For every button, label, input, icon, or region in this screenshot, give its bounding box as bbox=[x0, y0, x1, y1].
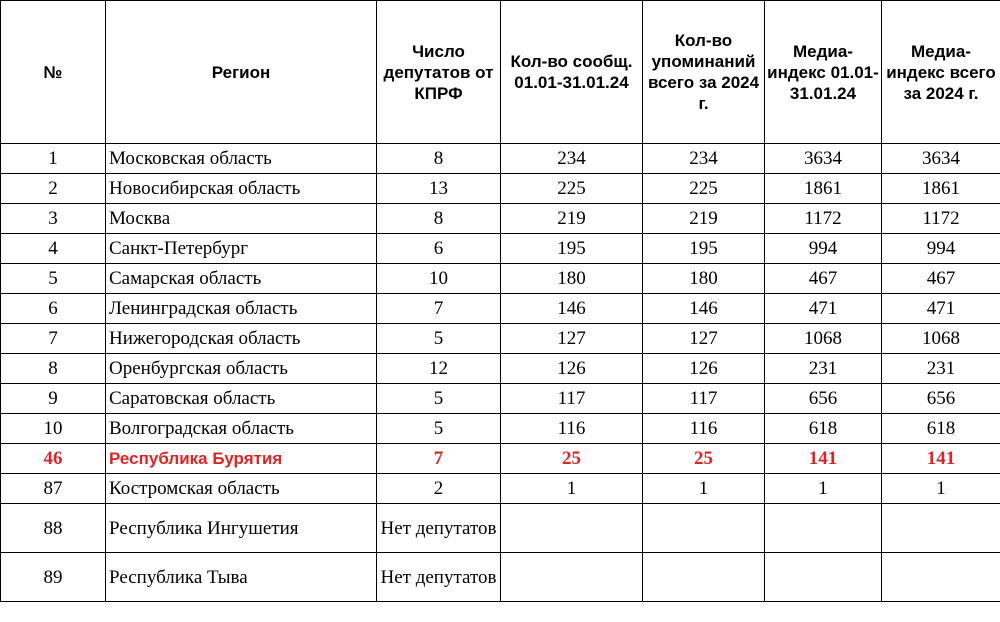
cell-messages: 219 bbox=[501, 204, 643, 234]
cell-deputies: 13 bbox=[377, 174, 501, 204]
cell-media-index-jan: 231 bbox=[765, 354, 882, 384]
cell-mentions: 180 bbox=[643, 264, 765, 294]
cell-mentions: 195 bbox=[643, 234, 765, 264]
cell-num: 6 bbox=[1, 294, 106, 324]
cell-media-index-year: 141 bbox=[882, 444, 1000, 474]
cell-deputies: 8 bbox=[377, 204, 501, 234]
table-row bbox=[1, 174, 1000, 204]
table-header-row bbox=[1, 1, 1000, 144]
cell-media-index-year: 1068 bbox=[882, 324, 1000, 354]
cell-region: Оренбургская область bbox=[106, 354, 377, 384]
header-media-index-2024: Медиа-индекс всего за 2024 г. bbox=[882, 1, 1000, 144]
cell-region: Нижегородская область bbox=[106, 324, 377, 354]
cell-mentions: 126 bbox=[643, 354, 765, 384]
cell-num: 2 bbox=[1, 174, 106, 204]
cell-deputies: Нет депутатов bbox=[377, 553, 501, 602]
table-row bbox=[1, 144, 1000, 174]
cell-messages: 117 bbox=[501, 384, 643, 414]
cell-region: Ленинградская область bbox=[106, 294, 377, 324]
table-row-highlighted bbox=[1, 444, 1000, 474]
cell-messages: 127 bbox=[501, 324, 643, 354]
cell-deputies: 12 bbox=[377, 354, 501, 384]
table-row bbox=[1, 294, 1000, 324]
cell-messages: 195 bbox=[501, 234, 643, 264]
cell-media-index-year: 994 bbox=[882, 234, 1000, 264]
cell-media-index-year: 1861 bbox=[882, 174, 1000, 204]
cell-num: 46 bbox=[1, 444, 106, 474]
cell-media-index-jan: 1172 bbox=[765, 204, 882, 234]
table-row bbox=[1, 414, 1000, 444]
header-media-index-jan: Медиа-индекс 01.01-31.01.24 bbox=[765, 1, 882, 144]
cell-messages: 1 bbox=[501, 474, 643, 504]
cell-messages: 25 bbox=[501, 444, 643, 474]
cell-deputies: 5 bbox=[377, 384, 501, 414]
cell-media-index-jan: 1068 bbox=[765, 324, 882, 354]
cell-media-index-jan: 141 bbox=[765, 444, 882, 474]
cell-messages bbox=[501, 553, 643, 602]
cell-media-index-jan: 3634 bbox=[765, 144, 882, 174]
cell-region: Москва bbox=[106, 204, 377, 234]
table-row bbox=[1, 324, 1000, 354]
cell-media-index-year: 231 bbox=[882, 354, 1000, 384]
cell-media-index-jan: 618 bbox=[765, 414, 882, 444]
cell-media-index-year: 1172 bbox=[882, 204, 1000, 234]
cell-media-index-jan: 656 bbox=[765, 384, 882, 414]
cell-num: 9 bbox=[1, 384, 106, 414]
table-row bbox=[1, 204, 1000, 234]
cell-deputies: 10 bbox=[377, 264, 501, 294]
cell-region: Московская область bbox=[106, 144, 377, 174]
cell-region: Республика Ингушетия bbox=[106, 504, 377, 553]
cell-mentions: 219 bbox=[643, 204, 765, 234]
cell-mentions: 234 bbox=[643, 144, 765, 174]
cell-num: 4 bbox=[1, 234, 106, 264]
cell-num: 10 bbox=[1, 414, 106, 444]
cell-media-index-jan bbox=[765, 504, 882, 553]
cell-deputies: 7 bbox=[377, 444, 501, 474]
cell-media-index-year: 1 bbox=[882, 474, 1000, 504]
cell-num: 3 bbox=[1, 204, 106, 234]
cell-region: Самарская область bbox=[106, 264, 377, 294]
cell-deputies: 5 bbox=[377, 414, 501, 444]
table-row bbox=[1, 354, 1000, 384]
cell-media-index-year: 3634 bbox=[882, 144, 1000, 174]
cell-deputies: 5 bbox=[377, 324, 501, 354]
cell-region: Саратовская область bbox=[106, 384, 377, 414]
cell-media-index-year: 467 bbox=[882, 264, 1000, 294]
header-mentions-2024: Кол-во упоминаний всего за 2024 г. bbox=[643, 1, 765, 144]
cell-num: 7 bbox=[1, 324, 106, 354]
cell-mentions: 127 bbox=[643, 324, 765, 354]
cell-num: 89 bbox=[1, 553, 106, 602]
cell-num: 1 bbox=[1, 144, 106, 174]
cell-media-index-jan: 1861 bbox=[765, 174, 882, 204]
cell-media-index-year bbox=[882, 553, 1000, 602]
cell-region: Санкт-Петербург bbox=[106, 234, 377, 264]
cell-region: Костромская область bbox=[106, 474, 377, 504]
cell-media-index-year: 618 bbox=[882, 414, 1000, 444]
cell-num: 8 bbox=[1, 354, 106, 384]
cell-messages bbox=[501, 504, 643, 553]
cell-mentions: 25 bbox=[643, 444, 765, 474]
cell-deputies: 6 bbox=[377, 234, 501, 264]
cell-deputies: 2 bbox=[377, 474, 501, 504]
cell-num: 88 bbox=[1, 504, 106, 553]
cell-mentions: 117 bbox=[643, 384, 765, 414]
cell-messages: 180 bbox=[501, 264, 643, 294]
table-row bbox=[1, 234, 1000, 264]
cell-num: 5 bbox=[1, 264, 106, 294]
cell-deputies: Нет депутатов bbox=[377, 504, 501, 553]
table-row bbox=[1, 474, 1000, 504]
cell-region: Волгоградская область bbox=[106, 414, 377, 444]
cell-mentions: 116 bbox=[643, 414, 765, 444]
cell-mentions: 225 bbox=[643, 174, 765, 204]
cell-region: Республика Бурятия bbox=[106, 444, 377, 474]
header-deputies: Число депутатов от КПРФ bbox=[377, 1, 501, 144]
cell-media-index-year bbox=[882, 504, 1000, 553]
cell-media-index-jan: 467 bbox=[765, 264, 882, 294]
cell-deputies: 8 bbox=[377, 144, 501, 174]
cell-media-index-jan bbox=[765, 553, 882, 602]
cell-mentions bbox=[643, 504, 765, 553]
cell-media-index-jan: 471 bbox=[765, 294, 882, 324]
cell-media-index-year: 656 bbox=[882, 384, 1000, 414]
header-region: Регион bbox=[106, 1, 377, 144]
cell-mentions: 146 bbox=[643, 294, 765, 324]
cell-region: Новосибирская область bbox=[106, 174, 377, 204]
cell-mentions bbox=[643, 553, 765, 602]
table-row bbox=[1, 264, 1000, 294]
cell-media-index-jan: 1 bbox=[765, 474, 882, 504]
table-row bbox=[1, 384, 1000, 414]
cell-messages: 126 bbox=[501, 354, 643, 384]
header-messages-jan: Кол-во сообщ. 01.01-31.01.24 bbox=[501, 1, 643, 144]
cell-region: Республика Тыва bbox=[106, 553, 377, 602]
table-row bbox=[1, 553, 1000, 602]
cell-media-index-jan: 994 bbox=[765, 234, 882, 264]
cell-deputies: 7 bbox=[377, 294, 501, 324]
table-row bbox=[1, 504, 1000, 553]
cell-messages: 234 bbox=[501, 144, 643, 174]
cell-media-index-year: 471 bbox=[882, 294, 1000, 324]
cell-messages: 146 bbox=[501, 294, 643, 324]
cell-num: 87 bbox=[1, 474, 106, 504]
header-num: № bbox=[1, 1, 106, 144]
cell-messages: 116 bbox=[501, 414, 643, 444]
cell-mentions: 1 bbox=[643, 474, 765, 504]
cell-messages: 225 bbox=[501, 174, 643, 204]
